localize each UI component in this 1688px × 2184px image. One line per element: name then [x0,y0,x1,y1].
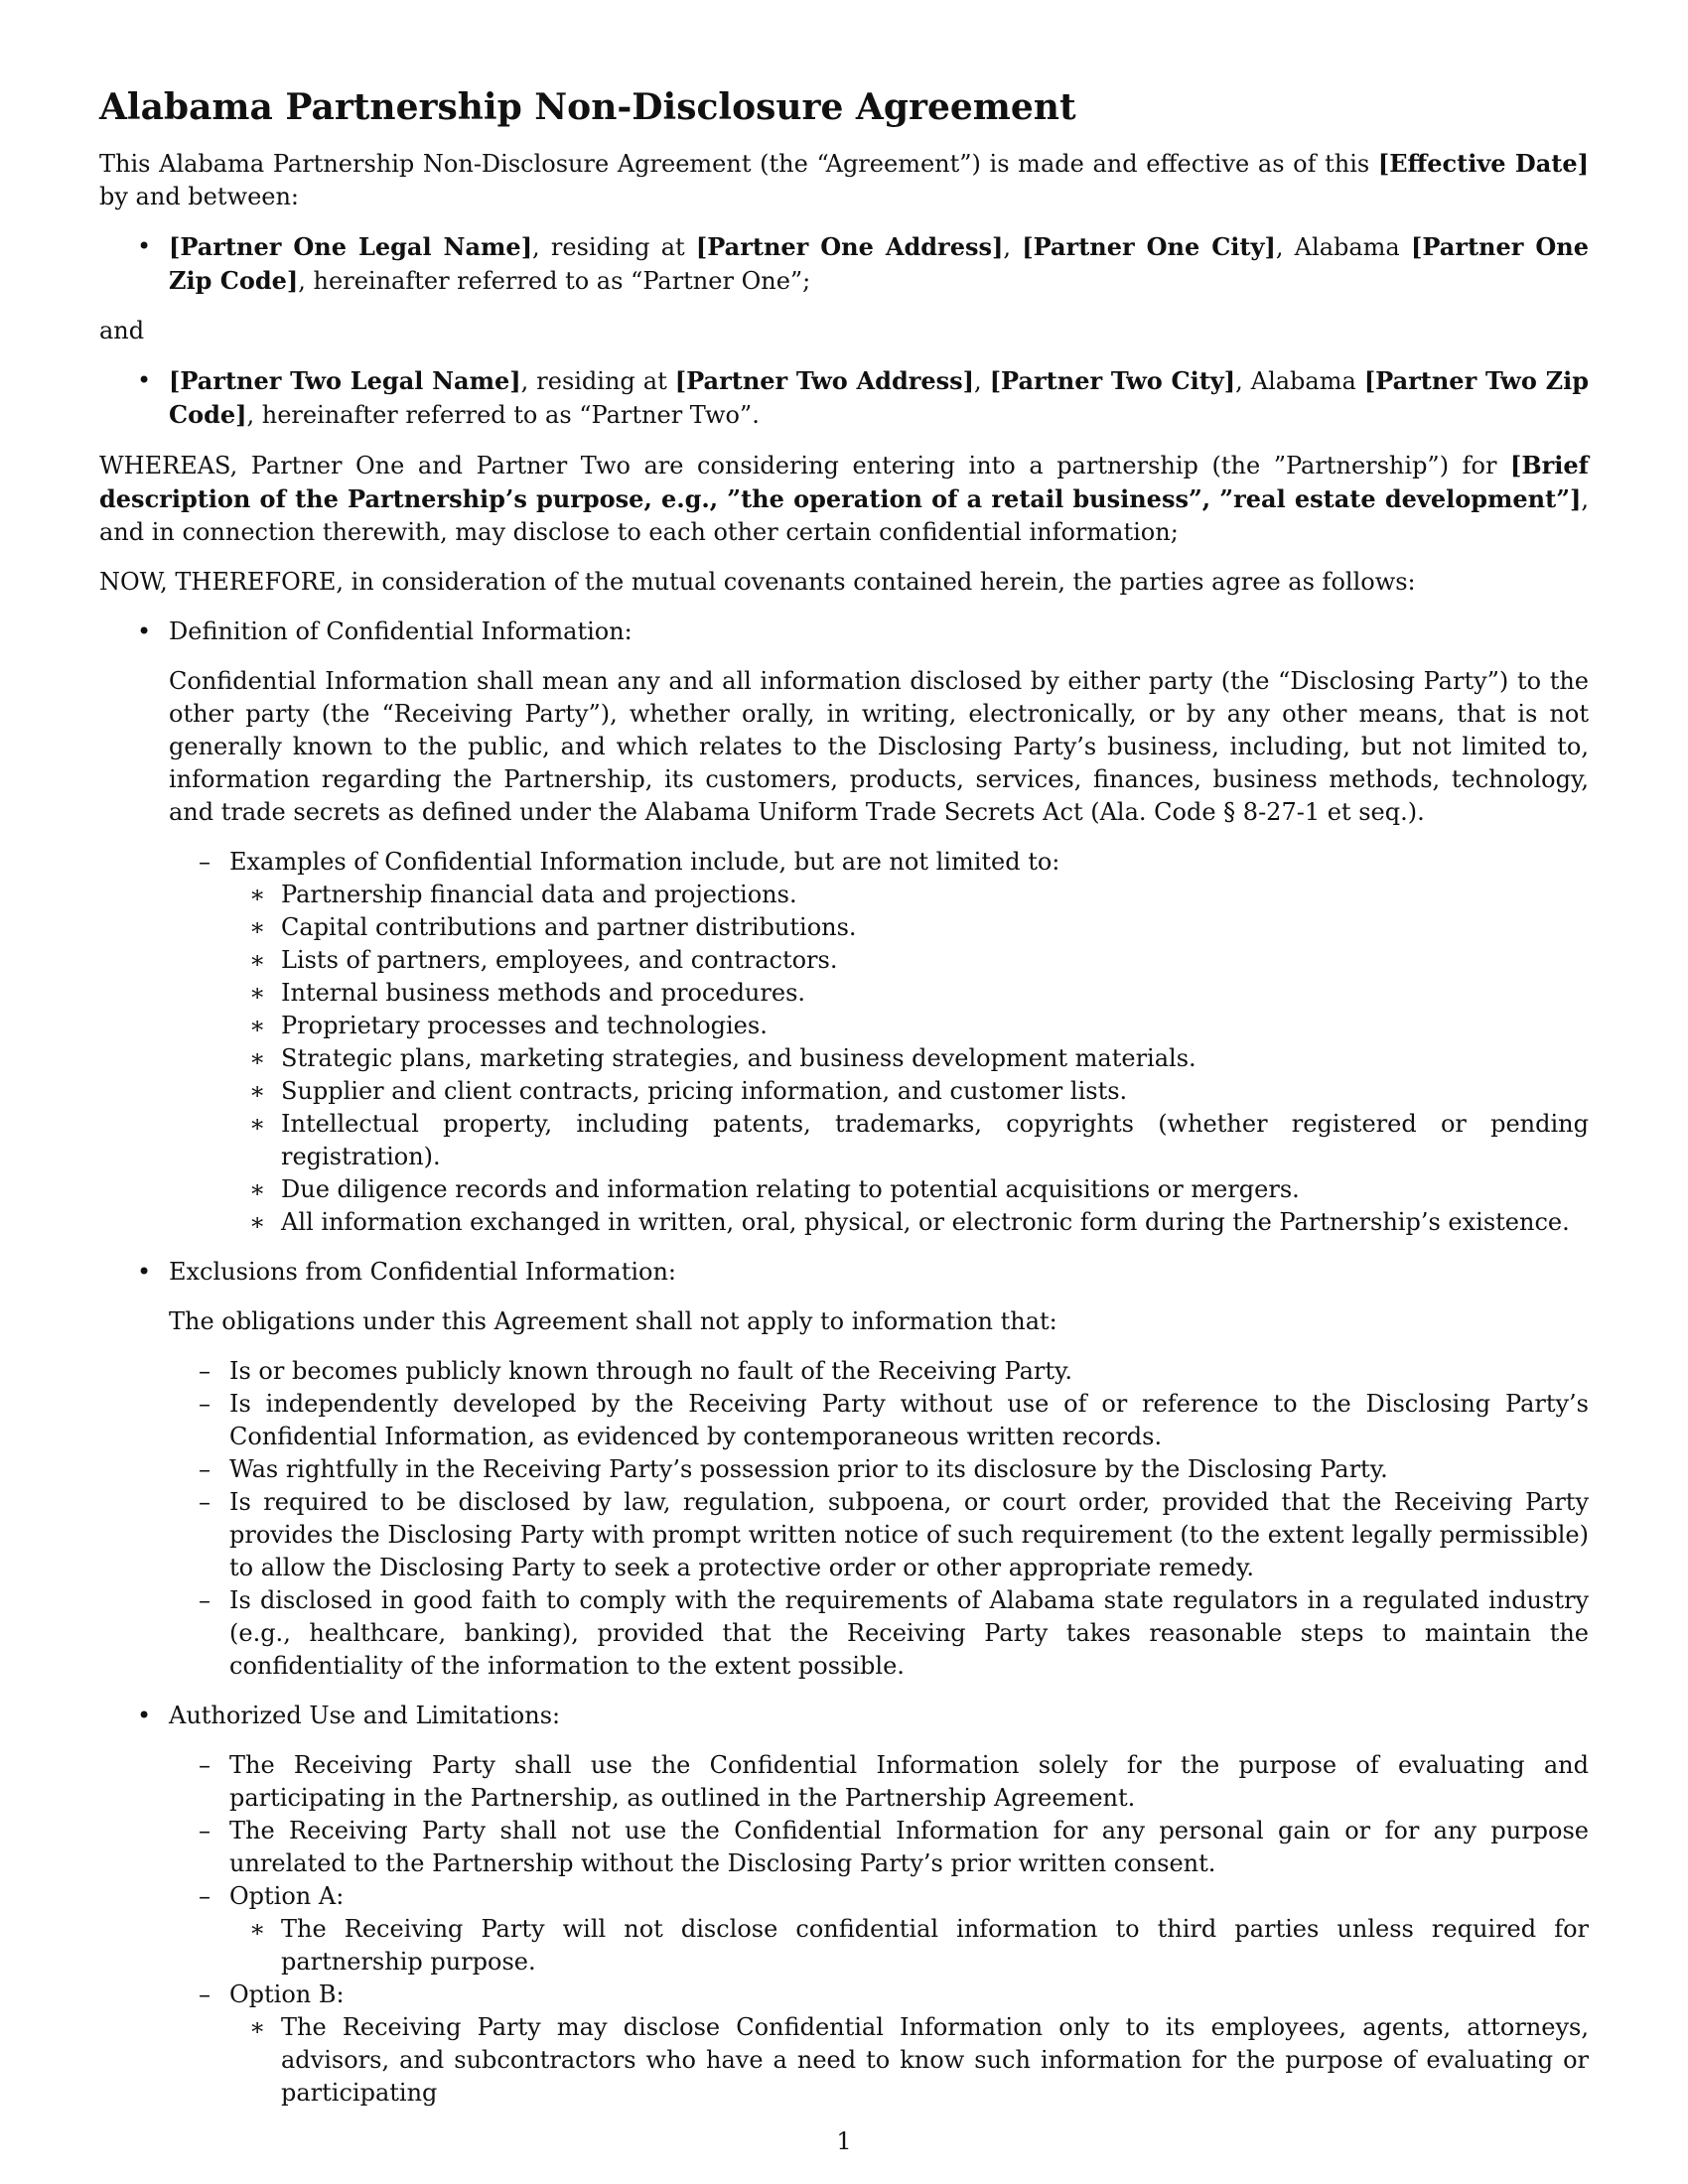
partner-one-tail: , hereinafter referred to as “Partner One”; [298,267,811,295]
exclusions-body: The obligations under this Agreement shall not apply to information that: [169,1307,1057,1335]
list-item: ∗ Capital contributions and partner distributions. [229,911,1589,944]
document-page [99,85,1589,2126]
intro-text: This Alabama Partnership Non-Disclosure Agreement (the “Agreement”) is made and effective as of this [99,150,1378,178]
definition-examples-list [169,846,1589,1239]
examples-heading: Examples of Confidential Information include, but are not limited to: [229,848,1060,876]
examples-list [229,879,1589,1239]
partner-two-zip: [Partner Two Zip Code] [169,366,1590,429]
partnership-purpose-field: [Brief description of the Partnership’s purpose, e.g., ”the operation of a retail business”, ”real estate development”] [99,451,1589,513]
partner-two-item [99,364,1589,432]
list-item: – Is disclosed in good faith to comply with the requirements of Alabama state regulators in a regulated industry (e.g., healthcare, banking), provided that the Receiving Party takes reasonable steps to maintain the confidentiality of the information to the extent possible. [169,1584,1589,1683]
partner-two-sep: , [974,367,990,395]
option-a-label: Option A: [229,1882,345,1910]
partner-one-address: [Partner One Address] [695,232,1004,261]
intro-paragraph [99,147,1589,213]
partner-two-city: [Partner Two City] [989,366,1236,395]
partner-one-city: [Partner One City] [1022,232,1276,261]
list-item: – Is or becomes publicly known through no fault of the Receiving Party. [169,1355,1589,1388]
whereas-tail: , and in connection therewith, may disclose to each other certain confidential information; [99,485,1589,546]
list-item: ∗ Partnership financial data and projections. [229,879,1589,911]
exclusions-heading: Exclusions from Confidential Information: [169,1258,677,1286]
list-item: – The Receiving Party shall not use the Confidential Information for any personal gain or for any purpose unrelated to the Partnership without the Disclosing Party’s prior written consent. [169,1815,1589,1880]
definition-body: Confidential Information shall mean any and all information disclosed by either party (the “Disclosing Party”) to the other party (the “Receiving Party”), whether orally, in writing, electronically, or by any other means, that is not generally known to the public, and which relates to the Disclosing Party’s business, including, but not limited to, information regarding the Partnership, its customers, products, services, finances, business methods, technology, and trade secrets as defined under the Alabama Uniform Trade Secrets Act (Ala. Code § 8-27-1 et seq.). [169,667,1589,826]
option-b-label: Option B: [229,1980,345,2008]
sections-list [99,615,1589,2110]
effective-date-field: [Effective Date] [1377,149,1590,178]
whereas-paragraph [99,449,1589,549]
partner-two-residing: , residing at [520,367,675,395]
partner-one-residing: , residing at [532,233,696,261]
list-item: ∗ Supplier and client contracts, pricing information, and customer lists. [229,1075,1589,1108]
partner-two-tail: , hereinafter referred to as “Partner Two”. [246,401,760,429]
list-item: – Is required to be disclosed by law, regulation, subpoena, or court order, provided that the Receiving Party provides the Disclosing Party with prompt written notice of such requirement (to the extent legally permissible) to allow the Disclosing Party to seek a protective order or other appropriate remedy. [169,1486,1589,1584]
exclusions-list [169,1355,1589,1683]
list-item: ∗ Internal business methods and procedures. [229,977,1589,1010]
intro-tail: by and between: [99,183,300,210]
authorized-section [99,1700,1589,2110]
page-number: 1 [836,2127,852,2155]
list-item: ∗ Intellectual property, including patents, trademarks, copyrights (whether registered or pending registration). [229,1108,1589,1173]
definition-heading: Definition of Confidential Information: [169,617,633,645]
definition-section [99,615,1589,1239]
authorized-heading: Authorized Use and Limitations: [169,1702,561,1729]
option-a-item [169,1880,1589,1979]
list-item: – Was rightfully in the Receiving Party’s possession prior to its disclosure by the Disclosing Party. [169,1453,1589,1486]
partner-two-address: [Partner Two Address] [674,366,975,395]
partner-one-sep: , [1003,233,1023,261]
authorized-list [169,1749,1589,2110]
list-item: ∗ Due diligence records and information relating to potential acquisitions or mergers. [229,1173,1589,1206]
list-item: ∗ All information exchanged in written, oral, physical, or electronic form during the Partnership’s existence. [229,1206,1589,1239]
partner-two-state: , Alabama [1235,367,1364,395]
partner-one-name: [Partner One Legal Name] [169,232,533,261]
option-b-list [229,2011,1589,2110]
partner-one-state: , Alabama [1275,233,1411,261]
partner-one-list [99,230,1589,298]
exclusions-section [99,1256,1589,1683]
list-item: ∗ Proprietary processes and technologies. [229,1010,1589,1042]
list-item: ∗ Lists of partners, employees, and contractors. [229,944,1589,977]
list-item: – Is independently developed by the Receiving Party without use of or reference to the Disclosing Party’s Confidential Information, as evidenced by contemporaneous written records. [169,1388,1589,1453]
partner-one-item [99,230,1589,298]
option-b-item [169,1979,1589,2110]
option-b-text: ∗ The Receiving Party may disclose Confidential Information only to its employees, agents, attorneys, advisors, and subcontractors who have a need to know such information for the purpose of evaluating or participating [229,2011,1589,2110]
list-item: ∗ Strategic plans, marketing strategies, and business development materials. [229,1042,1589,1075]
partner-one-zip: [Partner One Zip Code] [169,232,1589,295]
page-title: Alabama Partnership Non-Disclosure Agreement [99,86,1076,128]
option-a-list [229,1913,1589,1979]
list-item: – The Receiving Party shall use the Confidential Information solely for the purpose of evaluating and participating in the Partnership, as outlined in the Partnership Agreement. [169,1749,1589,1815]
partner-two-name: [Partner Two Legal Name] [169,366,521,395]
and-text: and [99,317,145,344]
whereas-text: WHEREAS, Partner One and Partner Two are considering entering into a partnership (the ”Partnership”) for [99,452,1510,479]
examples-heading-item [169,846,1589,1239]
now-therefore-paragraph: NOW, THEREFORE, in consideration of the mutual covenants contained herein, the parties agree as follows: [99,568,1416,596]
option-a-text: ∗ The Receiving Party will not disclose confidential information to third parties unless required for partnership purpose. [229,1913,1589,1979]
partner-two-list [99,364,1589,432]
